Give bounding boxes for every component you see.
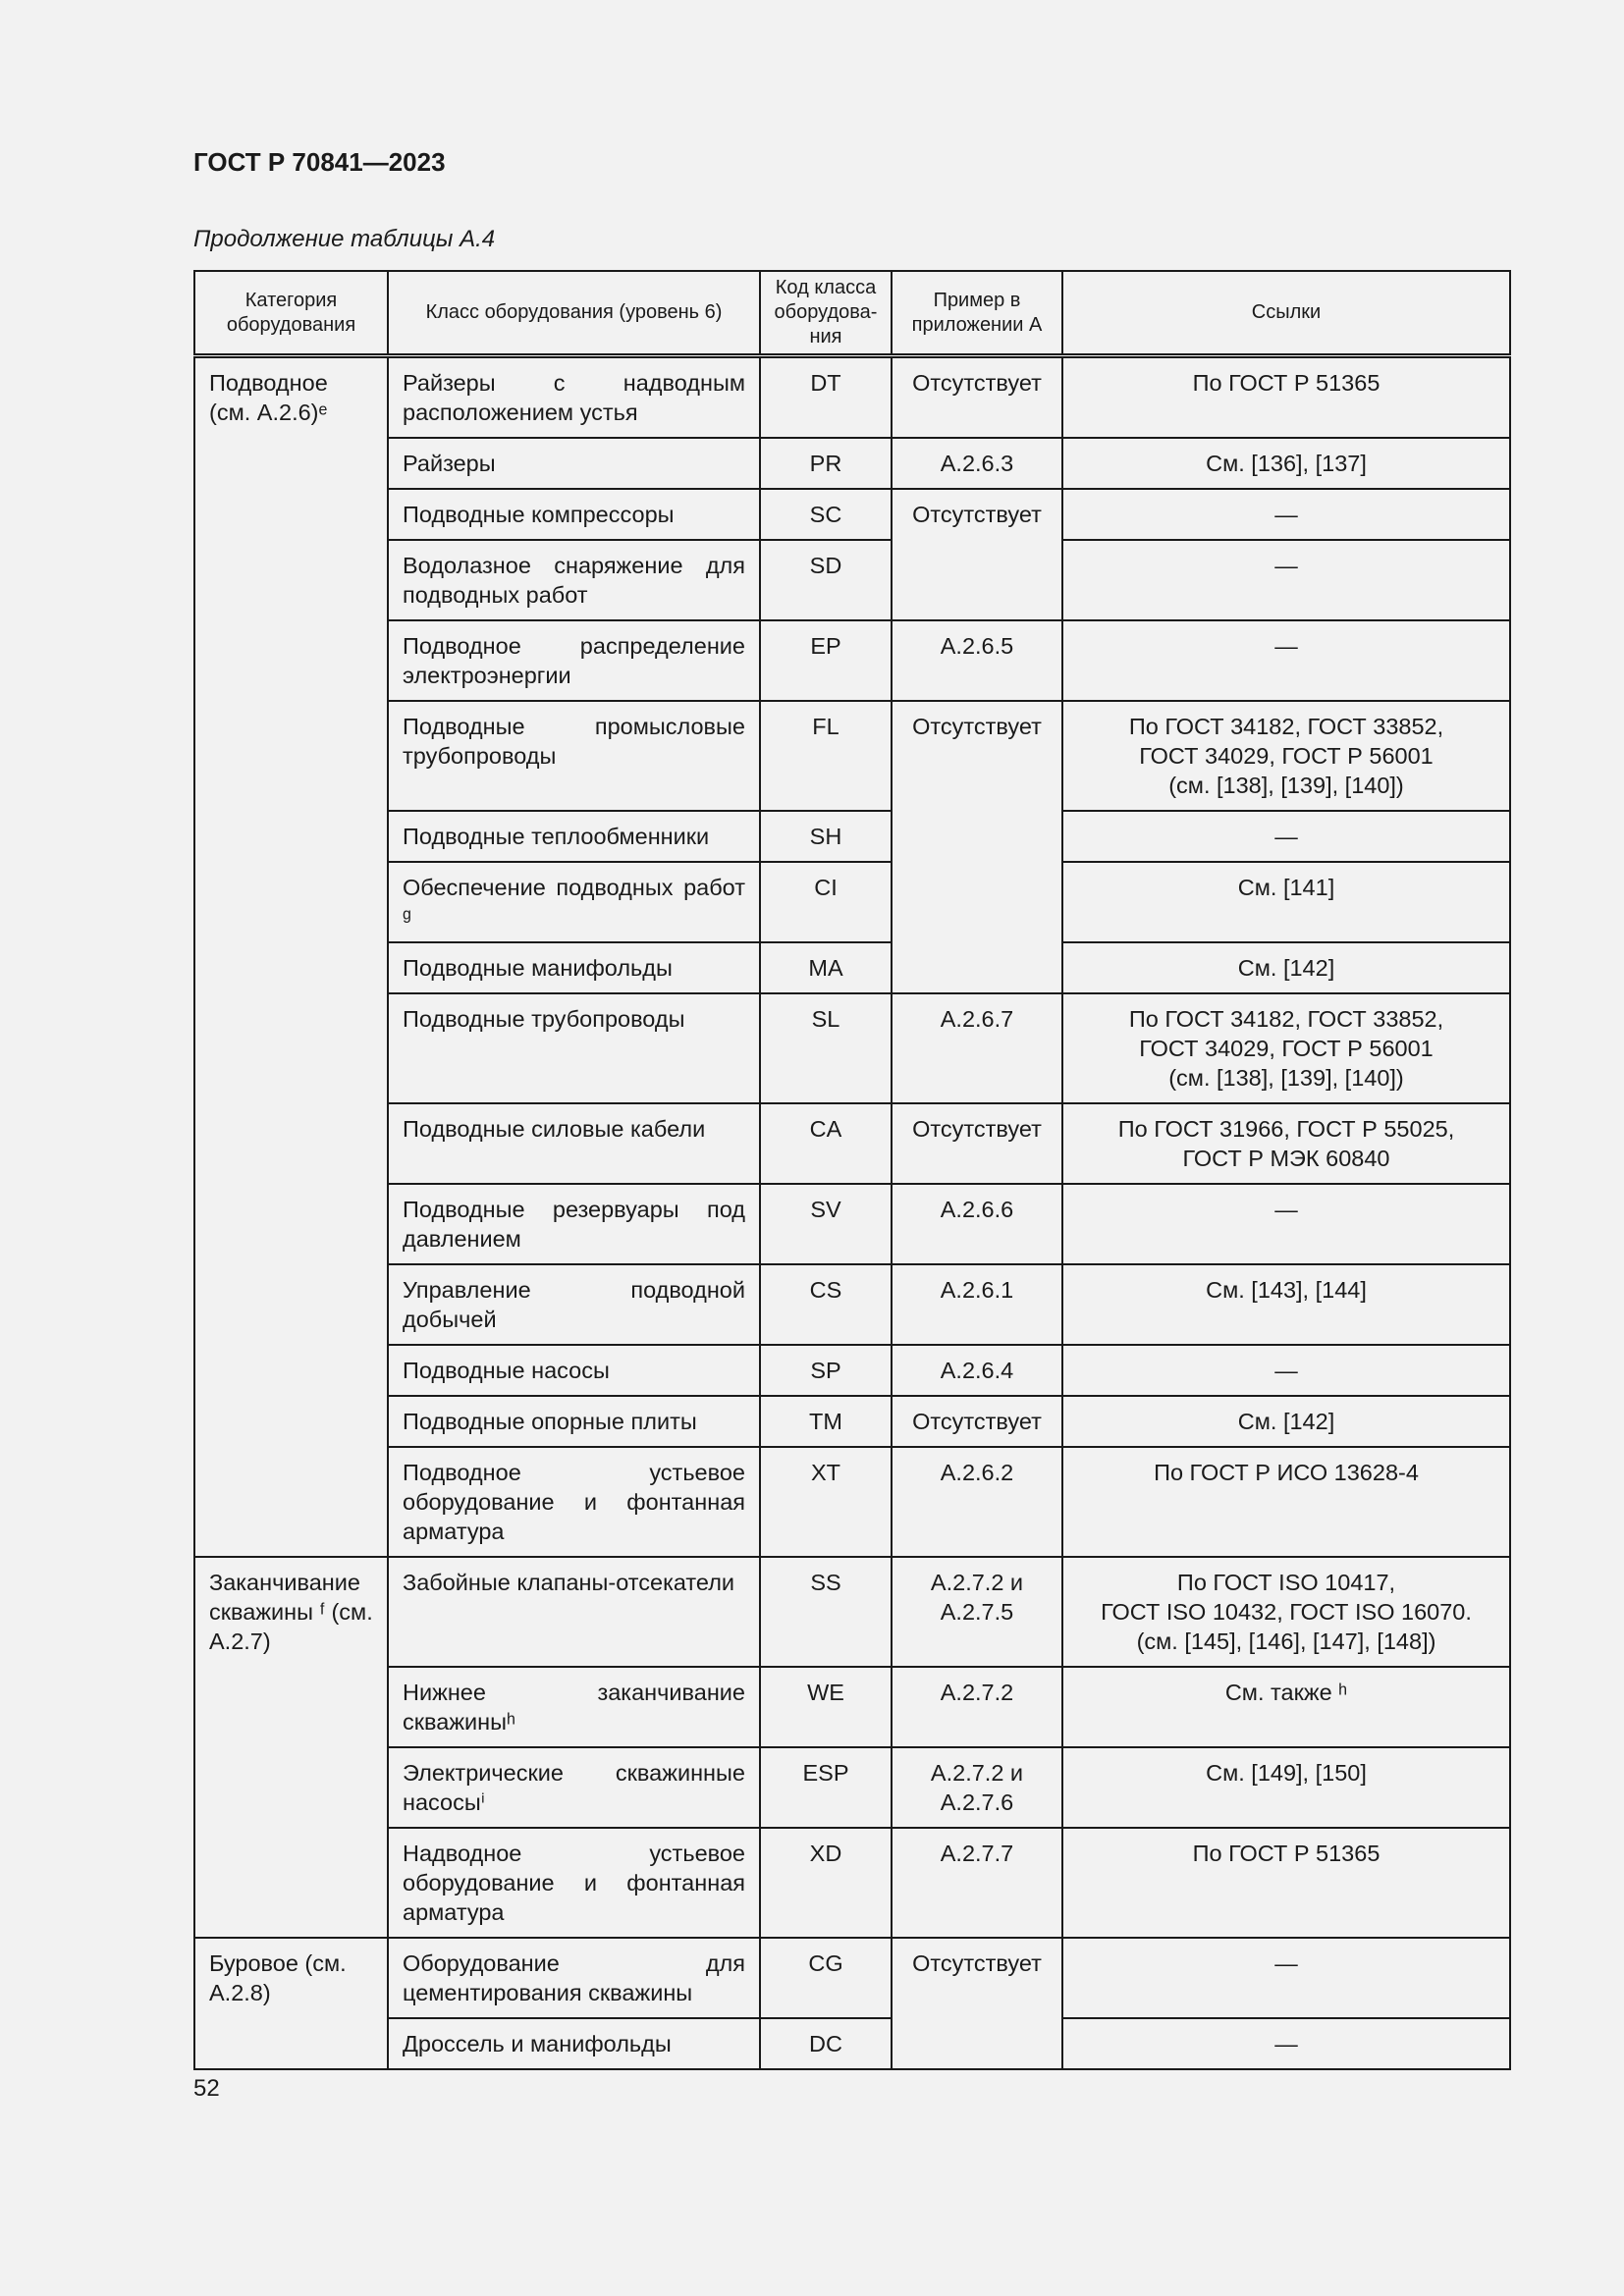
example-cell: Отсутствует <box>892 701 1062 993</box>
column-header-example: Пример в приложении А <box>892 271 1062 356</box>
example-cell: Отсутствует <box>892 356 1062 439</box>
references-cell: По ГОСТ Р 51365 <box>1062 356 1510 439</box>
class-cell: Надводное устьевое оборудование и фонтанная арматура <box>388 1828 760 1938</box>
table-row <box>194 862 1510 942</box>
example-cell: Отсутствует <box>892 1103 1062 1184</box>
example-cell: А.2.7.2 и А.2.7.6 <box>892 1747 1062 1828</box>
code-cell: SV <box>760 1184 892 1264</box>
class-cell: Подводное распределение электроэнергии <box>388 620 760 701</box>
code-cell: CA <box>760 1103 892 1184</box>
code-cell: XT <box>760 1447 892 1557</box>
references-cell: — <box>1062 1938 1510 2018</box>
table-caption: Продолжение таблицы А.4 <box>193 226 496 252</box>
column-header-category: Категория оборудования <box>194 271 388 356</box>
table-row <box>194 942 1510 993</box>
category-cell: Заканчивание скважины ᶠ (см. А.2.7) <box>194 1557 388 1938</box>
references-cell: По ГОСТ 34182, ГОСТ 33852, ГОСТ 34029, ГОСТ Р 56001 (см. [138], [139], [140]) <box>1062 993 1510 1103</box>
code-cell: SP <box>760 1345 892 1396</box>
class-cell: Подводные силовые кабели <box>388 1103 760 1184</box>
table-row <box>194 356 1510 439</box>
class-cell: Оборудование для цементирования скважины <box>388 1938 760 2018</box>
references-cell: — <box>1062 1184 1510 1264</box>
references-cell: См. [142] <box>1062 1396 1510 1447</box>
class-cell: Подводные промысловые трубопроводы <box>388 701 760 811</box>
class-cell: Подводные манифольды <box>388 942 760 993</box>
example-cell: Отсутствует <box>892 1396 1062 1447</box>
code-cell: SC <box>760 489 892 540</box>
table-row <box>194 1828 1510 1938</box>
code-cell: CG <box>760 1938 892 2018</box>
class-cell: Нижнее заканчивание скважиныʰ <box>388 1667 760 1747</box>
references-cell: По ГОСТ 31966, ГОСТ Р 55025, ГОСТ Р МЭК 60840 <box>1062 1103 1510 1184</box>
example-cell: Отсутствует <box>892 489 1062 620</box>
code-cell: PR <box>760 438 892 489</box>
column-header-code: Код класса оборудова-ния <box>760 271 892 356</box>
example-cell: А.2.6.1 <box>892 1264 1062 1345</box>
example-cell: А.2.7.2 <box>892 1667 1062 1747</box>
references-cell: См. [142] <box>1062 942 1510 993</box>
example-cell: А.2.7.7 <box>892 1828 1062 1938</box>
code-cell: SD <box>760 540 892 620</box>
references-cell: По ГОСТ ISO 10417, ГОСТ ISO 10432, ГОСТ ISO 16070. (см. [145], [146], [147], [148]) <box>1062 1557 1510 1667</box>
table-row <box>194 1396 1510 1447</box>
references-cell: См. [136], [137] <box>1062 438 1510 489</box>
example-cell: А.2.6.4 <box>892 1345 1062 1396</box>
class-cell: Дроссель и манифольды <box>388 2018 760 2069</box>
class-cell: Обеспечение подводных работ ᵍ <box>388 862 760 942</box>
table-row <box>194 438 1510 489</box>
class-cell: Подводные насосы <box>388 1345 760 1396</box>
references-cell: По ГОСТ Р ИСО 13628-4 <box>1062 1447 1510 1557</box>
table-row <box>194 489 1510 540</box>
class-cell: Райзеры с надводным расположением устья <box>388 356 760 439</box>
class-cell: Подводные компрессоры <box>388 489 760 540</box>
table-row <box>194 620 1510 701</box>
example-cell: А.2.6.7 <box>892 993 1062 1103</box>
references-cell: — <box>1062 1345 1510 1396</box>
references-cell: См. [149], [150] <box>1062 1747 1510 1828</box>
class-cell: Подводные опорные плиты <box>388 1396 760 1447</box>
class-cell: Подводные трубопроводы <box>388 993 760 1103</box>
code-cell: CS <box>760 1264 892 1345</box>
references-cell: См. [143], [144] <box>1062 1264 1510 1345</box>
references-cell: — <box>1062 2018 1510 2069</box>
table-row <box>194 993 1510 1103</box>
category-cell: Буровое (см. А.2.8) <box>194 1938 388 2069</box>
references-cell: — <box>1062 811 1510 862</box>
code-cell: ESP <box>760 1747 892 1828</box>
standard-id: ГОСТ Р 70841—2023 <box>193 147 446 177</box>
code-cell: SL <box>760 993 892 1103</box>
column-header-class: Класс оборудования (уровень 6) <box>388 271 760 356</box>
example-cell: Отсутствует <box>892 1938 1062 2069</box>
references-cell: — <box>1062 620 1510 701</box>
category-cell: Подводное (см. А.2.6)ᵉ <box>194 356 388 1558</box>
code-cell: FL <box>760 701 892 811</box>
example-cell: А.2.6.6 <box>892 1184 1062 1264</box>
table-row <box>194 1264 1510 1345</box>
table-row <box>194 811 1510 862</box>
code-cell: SS <box>760 1557 892 1667</box>
class-cell: Райзеры <box>388 438 760 489</box>
table-row <box>194 701 1510 811</box>
code-cell: TM <box>760 1396 892 1447</box>
class-cell: Подводные теплообменники <box>388 811 760 862</box>
code-cell: WE <box>760 1667 892 1747</box>
class-cell: Подводное устьевое оборудование и фонтанная арматура <box>388 1447 760 1557</box>
class-cell: Электрические скважинные насосыⁱ <box>388 1747 760 1828</box>
references-cell: См. [141] <box>1062 862 1510 942</box>
equipment-class-table <box>193 270 1511 2070</box>
table-row <box>194 1938 1510 2018</box>
example-cell: А.2.7.2 и А.2.7.5 <box>892 1557 1062 1667</box>
column-header-references: Ссылки <box>1062 271 1510 356</box>
references-cell: См. также ʰ <box>1062 1667 1510 1747</box>
example-cell: А.2.6.2 <box>892 1447 1062 1557</box>
example-cell: А.2.6.5 <box>892 620 1062 701</box>
code-cell: SH <box>760 811 892 862</box>
references-cell: — <box>1062 489 1510 540</box>
references-cell: — <box>1062 540 1510 620</box>
code-cell: EP <box>760 620 892 701</box>
table-row <box>194 1557 1510 1667</box>
references-cell: По ГОСТ 34182, ГОСТ 33852, ГОСТ 34029, ГОСТ Р 56001 (см. [138], [139], [140]) <box>1062 701 1510 811</box>
table-row <box>194 1447 1510 1557</box>
references-cell: По ГОСТ Р 51365 <box>1062 1828 1510 1938</box>
table-header-row <box>194 271 1510 356</box>
example-cell: А.2.6.3 <box>892 438 1062 489</box>
table-row <box>194 2018 1510 2069</box>
table-row <box>194 540 1510 620</box>
page-number: 52 <box>193 2075 220 2102</box>
table-row <box>194 1747 1510 1828</box>
code-cell: XD <box>760 1828 892 1938</box>
table-row <box>194 1103 1510 1184</box>
class-cell: Подводные резервуары под давлением <box>388 1184 760 1264</box>
code-cell: DC <box>760 2018 892 2069</box>
table-row <box>194 1345 1510 1396</box>
code-cell: DT <box>760 356 892 439</box>
table-row <box>194 1667 1510 1747</box>
table-row <box>194 1184 1510 1264</box>
class-cell: Водолазное снаряжение для подводных работ <box>388 540 760 620</box>
class-cell: Забойные клапаны-отсекатели <box>388 1557 760 1667</box>
class-cell: Управление подводной добычей <box>388 1264 760 1345</box>
code-cell: MA <box>760 942 892 993</box>
code-cell: CI <box>760 862 892 942</box>
